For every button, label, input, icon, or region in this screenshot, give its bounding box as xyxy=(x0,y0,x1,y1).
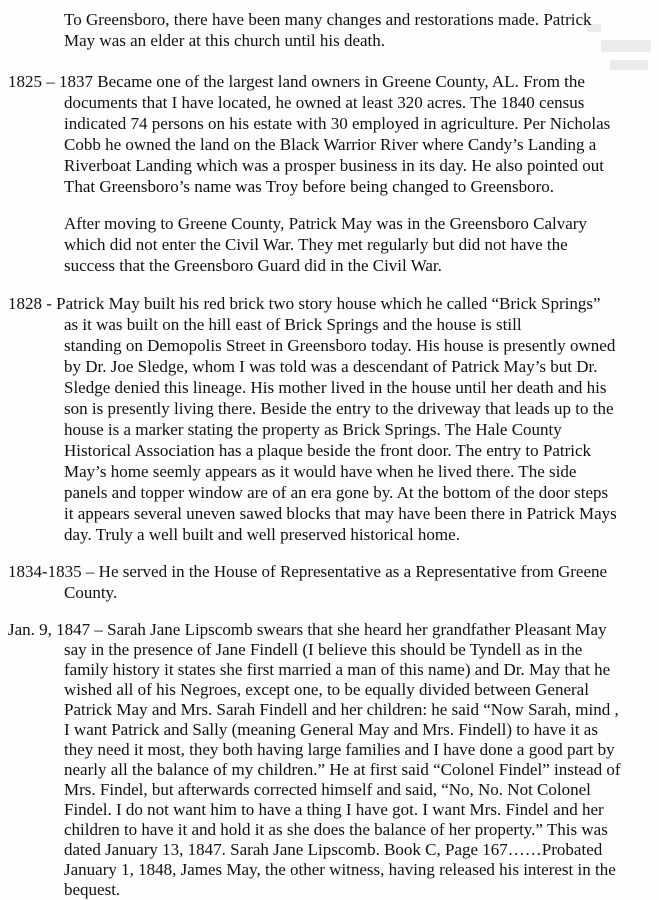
entry-1847-line: nearly all the balance of my children.” He at first said “Colonel Findel” instead of xyxy=(64,760,621,779)
entry-1825-paragraph-line: success that the Greensboro Guard did in the Civil War. xyxy=(64,256,442,275)
entry-1825-line: That Greensboro’s name was Troy before being changed to Greensboro. xyxy=(64,177,555,196)
entry-1825-paragraph-line: After moving to Greene County, Patrick May was in the Greensboro Calvary xyxy=(64,214,587,233)
entry-1828-line: May’s home seemly appears as it would have when he lived there. The side xyxy=(64,462,577,481)
entry-1847-line: children to have it and hold it as she does the balance of her property.” This was xyxy=(64,820,608,839)
entry-1847-line: they need it most, they both having large families and I have done a good part by xyxy=(64,740,615,759)
intro-line: May was an elder at this church until his death. xyxy=(64,31,386,50)
entry-1828-line: as it was built on the hill east of Brick Springs and the house is still xyxy=(64,315,522,334)
entry-1828-line: it appears several uneven sawed blocks that may have been there in Patrick Mays xyxy=(64,504,617,523)
entry-1847-line: Mrs. Findel, but afterwards corrected himself and said, “No, No. Not Colonel xyxy=(64,780,591,799)
entry-1825-line: indicated 74 persons on his estate with 30 employed in agriculture. Per Nicholas xyxy=(64,114,611,133)
entry-1847-line: say in the presence of Jane Findell (I believe this should be Tyndell as in the xyxy=(64,640,583,659)
intro-line: To Greensboro, there have been many changes and restorations made. Patrick xyxy=(64,10,592,29)
entry-1847-line: family history it states she first married a man of this name) and Dr. May that he xyxy=(64,660,611,679)
entry-1828-line: standing on Demopolis Street in Greensboro today. His house is presently owned xyxy=(64,336,616,355)
entry-1847-line: Jan. 9, 1847 – Sarah Jane Lipscomb swears that she heard her grandfather Pleasant May xyxy=(8,620,607,639)
entry-1825-line: Riverboat Landing which was a prosper business in its day. He also pointed out xyxy=(64,156,604,175)
scan-smudge xyxy=(610,60,648,70)
entry-1847-line: bequest. xyxy=(64,880,121,899)
entry-1828-line: day. Truly a well built and well preserved historical home. xyxy=(64,525,460,544)
entry-1825-paragraph-line: which did not enter the Civil War. They met regularly but did not have the xyxy=(64,235,568,254)
entry-1847-line: I want Patrick and Sally (meaning General May and Mrs. Findell) to have it as xyxy=(64,720,598,739)
entry-1828-line: Sledge denied this lineage. His mother lived in the house until her death and his xyxy=(64,378,607,397)
entry-1828-line: 1828 - Patrick May built his red brick two story house which he called “Brick Springs” xyxy=(8,294,601,313)
entry-1825-line: documents that I have located, he owned at least 320 acres. The 1840 census xyxy=(64,93,585,112)
entry-1834-line: County. xyxy=(64,583,118,602)
entry-1847-line: dated January 13, 1847. Sarah Jane Lipscomb. Book C, Page 167……Probated xyxy=(64,840,603,859)
entry-1847-line: January 1, 1848, James May, the other witness, having released his interest in the xyxy=(64,860,616,879)
entry-1828-line: house is a marker stating the property as Brick Springs. The Hale County xyxy=(64,420,562,439)
entry-1828-line: by Dr. Joe Sledge, whom I was told was a descendant of Patrick May’s but Dr. xyxy=(64,357,598,376)
entry-1847-line: Patrick May and Mrs. Sarah Findell and her children: he said “Now Sarah, mind , xyxy=(64,700,619,719)
scan-smudge xyxy=(601,40,651,52)
entry-1847-line: Findel. I do not want him to have a thing I have got. I want Mrs. Findel and her xyxy=(64,800,604,819)
entry-1828-line: Historical Association has a plaque beside the front door. The entry to Patrick xyxy=(64,441,592,460)
entry-1847-line: wished all of his Negroes, except one, to be equally divided between General xyxy=(64,680,589,699)
entry-1828-line: panels and topper window are of an era gone by. At the bottom of the door steps xyxy=(64,483,609,502)
entry-1825-line: Cobb he owned the land on the Black Warrior River where Candy’s Landing a xyxy=(64,135,597,154)
entry-1828-line: son is presently living there. Beside the entry to the driveway that leads up to the xyxy=(64,399,614,418)
entry-1825-line: 1825 – 1837 Became one of the largest land owners in Greene County, AL. From the xyxy=(8,72,585,91)
entry-1834-line: 1834-1835 – He served in the House of Representative as a Representative from Greene xyxy=(8,562,608,581)
